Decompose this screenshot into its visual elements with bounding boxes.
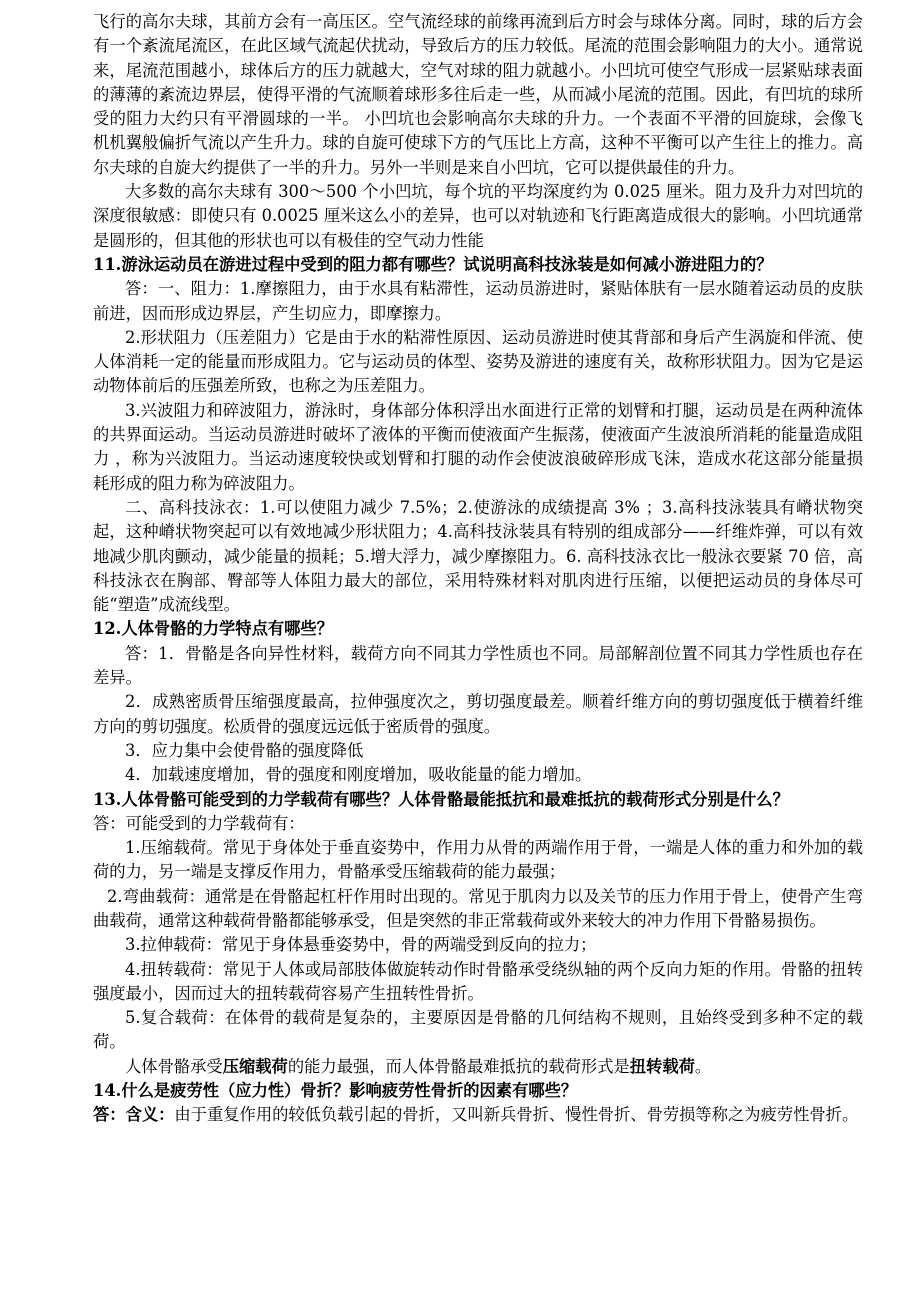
summary-bold-torsion: 扭转载荷 <box>629 1056 695 1076</box>
q14-answer-text: 由于重复作用的较低负载引起的骨折，又叫新兵骨折、慢性骨折、骨劳损等称之为疲劳性骨折。 <box>174 1105 859 1125</box>
q13-answer-3: 3.拉伸载荷：常见于身体悬垂姿势中，骨的两端受到反向的拉力； <box>125 935 597 955</box>
q13-answer-5: 5.复合载荷：在体骨的载荷是复杂的，主要原因是骨骼的几何结构不规则，且始终受到多种不定的载荷。 <box>93 1008 863 1052</box>
q11-answer-2: 2.形状阻力（压差阻力）它是由于水的粘滞性原因、运动员游进时使其背部和身后产生涡旋和伴流、使人体消耗一定的能量而形成阻力。它与运动员的体型、姿势及游进的速度有关，故称形状阻力。因为它是运动物体前后的压强差所致，也称之为压差阻力。 <box>93 327 863 396</box>
question-11-heading: 11.游泳运动员在游进过程中受到的阻力都有哪些？试说明高科技泳装是如何减小游进阻力的？ <box>93 254 773 274</box>
q12-answer-3: 3．应力集中会使骨骼的强度降低 <box>125 740 364 760</box>
q11-answer-3: 3.兴波阻力和碎波阻力，游泳时，身体部分体积浮出水面进行正常的划臂和打腿，运动员是在两种流体的共界面运动。当运动员游进时破坏了液体的平衡而使液面产生振荡，使液面产生波浪所消耗的能量造成阻力 ，称为兴波阻力。当运动速度较快或划臂和打腿的动作会使波浪破碎形成飞沫，造成水花这部分能量损耗形成的阻力称为碎波阻力。 <box>93 400 863 493</box>
document-page <box>93 10 863 1128</box>
intro-paragraph-2: 大多数的高尔夫球有 300～500 个小凹坑，每个坑的平均深度约为 0.025 厘米。阻力及升力对凹坑的深度很敏感：即使只有 0.0025 厘米这么小的差异，也可以对轨迹和飞行距离造成很大的影响。小凹坑通常是圆形的，但其他的形状也可以有极佳的空气动力性能 <box>93 182 863 250</box>
q12-answer-1: 答：1．骨骼是各向异性材料，载荷方向不同其力学性质也不同。局部解剖位置不同其力学性质也存在差异。 <box>93 643 863 688</box>
question-14-heading: 14.什么是疲劳性（应力性）骨折？影响疲劳性骨折的因素有哪些？ <box>93 1081 578 1101</box>
q13-answer-2: 2.弯曲载荷：通常是在骨骼起杠杆作用时出现的。常见于肌肉力以及关节的压力作用于骨上，使骨产生弯曲载荷，通常这种载荷骨骼都能够承受，但是突然的非正常载荷或外来较大的冲力作用下骨骼易损伤。 <box>93 886 863 930</box>
q12-answer-4: 4．加载速度增加，骨的强度和刚度增加，吸收能量的能力增加。 <box>125 765 592 785</box>
q13-answer-1: 1.压缩载荷。常见于身体处于垂直姿势中，作用力从骨的两端作用于骨，一端是人体的重力和外加的载荷的力，另一端是支撑反作用力，骨骼承受压缩载荷的能力最强； <box>93 838 863 882</box>
summary-text-1: 人体骨骼承受 <box>125 1056 223 1076</box>
q12-answer-2: 2．成熟密质骨压缩强度最高，拉伸强度次之，剪切强度最差。顺着纤维方向的剪切强度低于横着纤维方向的剪切强度。松质骨的强度远远低于密质骨的强度。 <box>93 692 863 736</box>
q14-answer-label: 答：含义： <box>93 1105 175 1125</box>
q13-answer-4: 4.扭转载荷：常见于人体或局部肢体做旋转动作时骨骼承受绕纵轴的两个反向力矩的作用。骨骼的扭转强度最小，因而过大的扭转载荷容易产生扭转性骨折。 <box>93 959 863 1003</box>
q14-answer <box>93 1103 863 1127</box>
q11-answer-4: 二、高科技泳衣：1.可以使阻力减少 7.5%；2.使游泳的成绩提高 3% ；3.高科技泳装具有嵴状物突起，这种嵴状物突起可以有效地减少形状阻力；4.高科技泳装具有特别的组成部分——纤维炸弹，可以有效地减少肌肉颤动，减少能量的损耗；5.增大浮力，减少摩擦阻力。6. 高科技泳衣比一般泳衣要紧 70 倍，高科技泳衣在胸部、臀部等人体阻力最大的部位，采用特殊材料对肌肉进行压缩，以便把运动员的身体尽可能“塑造”成流线型。 <box>93 497 863 615</box>
q11-answer-1: 答：一、阻力：1.摩擦阻力，由于水具有粘滞性，运动员游进时，紧贴体肤有一层水随着运动员的皮肤前进，因而形成边界层，产生切应力，即摩擦力。 <box>93 279 863 323</box>
question-12-heading: 12.人体骨骼的力学特点有哪些？ <box>93 619 333 639</box>
q13-summary <box>93 1055 863 1079</box>
question-13-heading: 13.人体骨骼可能受到的力学载荷有哪些？人体骨骼最能抵抗和最难抵抗的载荷形式分别是什么？ <box>93 789 789 809</box>
q13-answer-intro: 答：可能受到的力学载荷有： <box>93 813 305 833</box>
summary-text-3: 。 <box>694 1056 712 1076</box>
summary-text-2: 的能力最强，而人体骨骼最难抵抗的载荷形式是 <box>287 1056 630 1076</box>
intro-paragraph-1: 飞行的高尔夫球，其前方会有一高压区。空气流经球的前缘再流到后方时会与球体分离。同时，球的后方会有一个紊流尾流区，在此区域气流起伏扰动，导致后方的压力较低。尾流的范围会影响阻力的大小。通常说来，尾流范围越小，球体后方的压力就越大，空气对球的阻力就越小。小凹坑可使空气形成一层紧贴球表面的薄薄的紊流边界层，使得平滑的气流顺着球形多往后走一些，从而减小尾流的范围。因此，有凹坑的球所受的阻力大约只有平滑圆球的一半。 小凹坑也会影响高尔夫球的升力。一个表面不平滑的回旋球，会像飞机机翼般偏折气流以产生升力。球的自旋可使球下方的气压比上方高，这种不平衡可以产生往上的推力。高尔夫球的自旋大约提供了一半的升力。另外一半则是来自小凹坑，它可以提供最佳的升力。 <box>93 12 863 177</box>
summary-bold-compression: 压缩载荷 <box>222 1056 288 1076</box>
